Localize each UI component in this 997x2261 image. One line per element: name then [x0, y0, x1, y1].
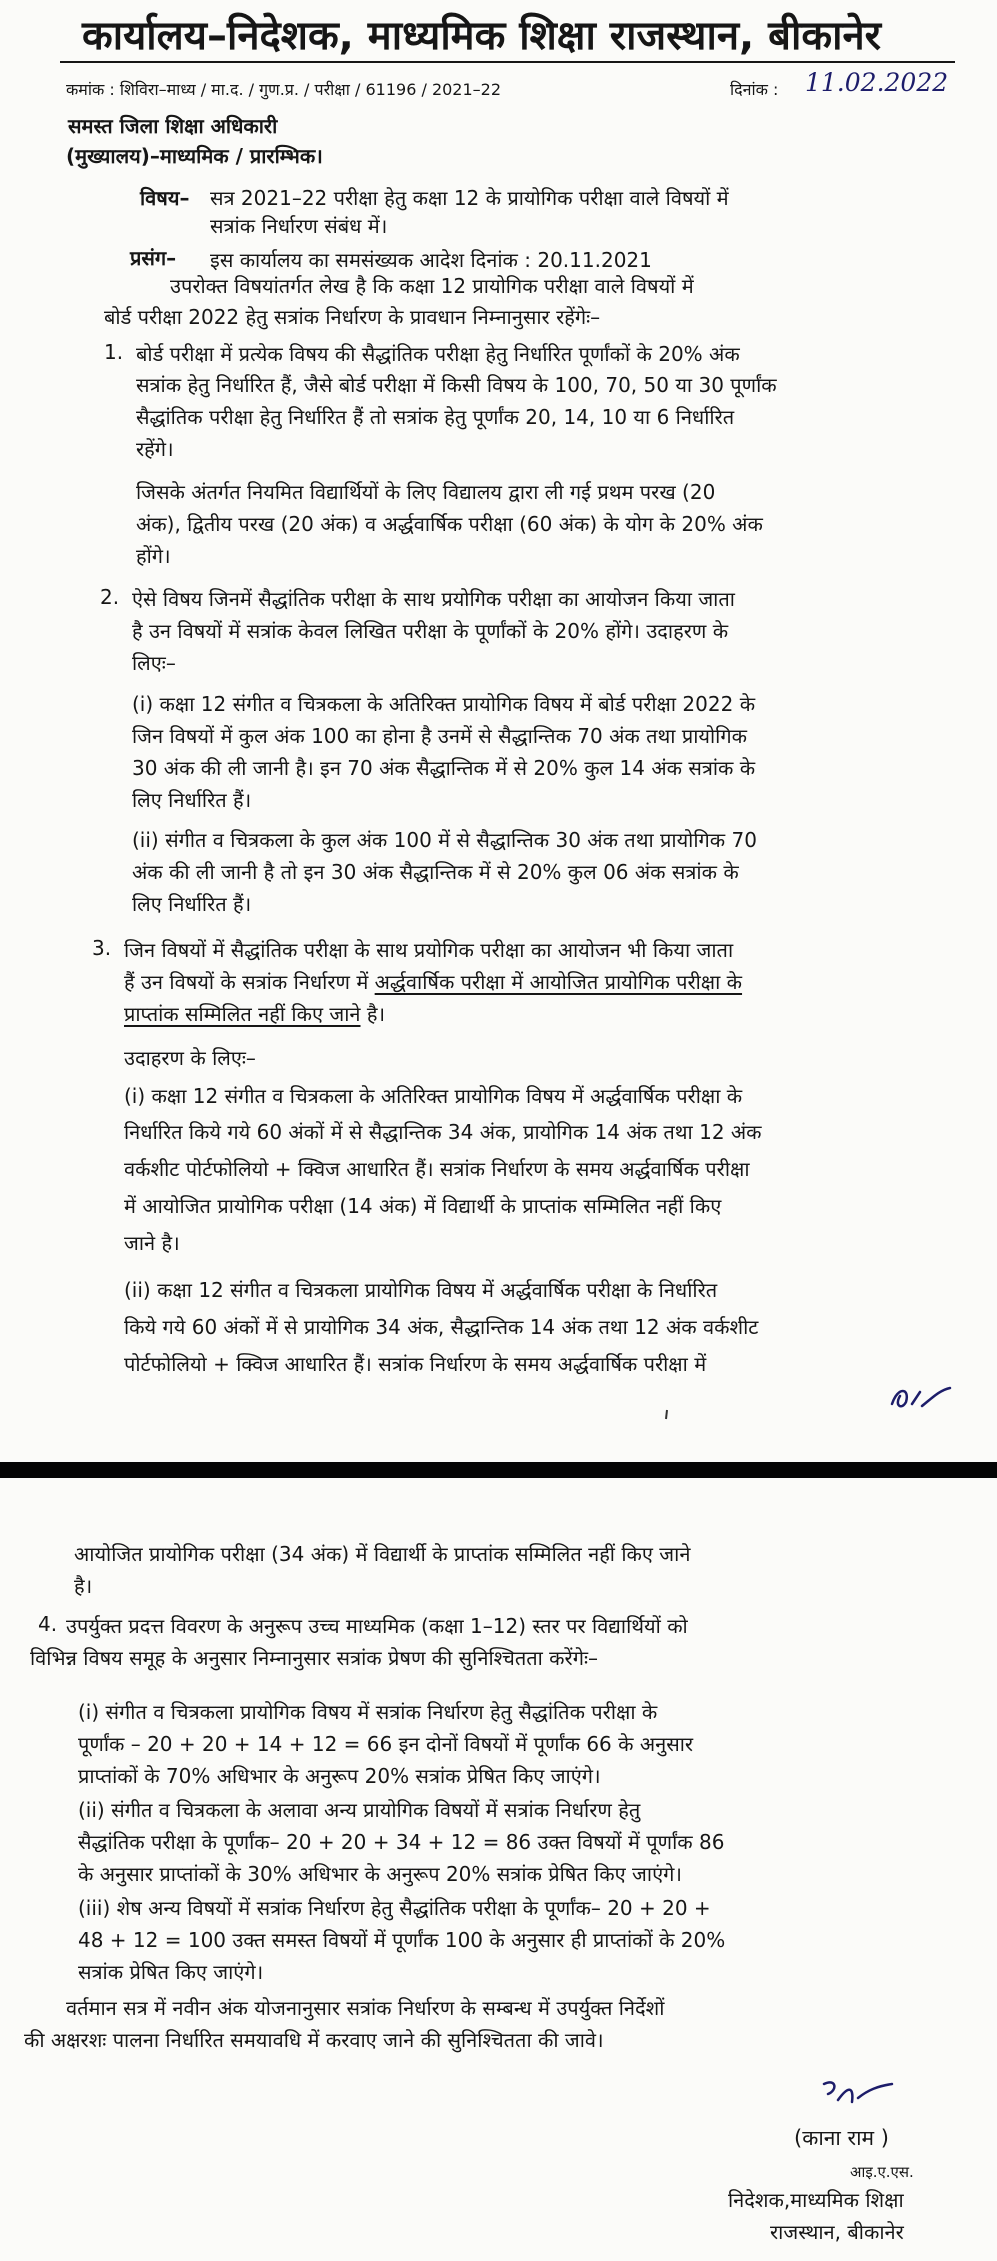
point-2-number: 2. — [100, 585, 120, 609]
point-4-iii-line: सत्रांक प्रेषित किए जाएंगे। — [78, 1960, 264, 1984]
point-2-ii-line: लिए निर्धारित हैं। — [132, 892, 252, 916]
initials-signature — [888, 1380, 958, 1416]
point-4-ii-line: सैद्धांतिक परीक्षा के पूर्णांक– 20 + 20 + 34 + 12 = 86 उक्त विषयों में पूर्णांक 86 — [78, 1830, 725, 1854]
signatory-title-line-1: निदेशक,माध्यमिक शिक्षा — [728, 2188, 904, 2212]
point-3-number: 3. — [92, 936, 112, 960]
point-1-line: रहेंगे। — [136, 437, 174, 461]
point-2-line: है उन विषयों में सत्रांक केवल लिखित परीक्षा के पूर्णांकों के 20% होंगे। उदाहरण के — [132, 619, 729, 643]
point-3-line-3-text: है। — [360, 1002, 386, 1026]
date-label: दिनांक : — [730, 80, 779, 99]
point-3-ii-line: (ii) कक्षा 12 संगीत व चित्रकला प्रायोगिक विषय में अर्द्धवार्षिक परीक्षा के निर्धारित — [124, 1278, 718, 1302]
point-3-underlined-text-2: प्राप्तांक सम्मिलित नहीं किए जाने — [124, 1002, 361, 1026]
point-1-para2-line: अंक), द्वितीय परख (20 अंक) व अर्द्धवार्षिक परीक्षा (60 अंक) के योग के 20% अंक — [136, 512, 763, 536]
subject-label: विषय– — [140, 186, 190, 210]
point-3-line-3 — [124, 1000, 385, 1027]
point-4-i-line: (i) संगीत व चित्रकला प्रायोगिक विषय में सत्रांक निर्धारण हेतु सैद्धांतिक परीक्षा के — [78, 1700, 658, 1724]
reference-number: कमांक : शिविरा–माध्य / मा.द. / गुण.प्र. / परीक्षा / 61196 / 2021–22 — [66, 80, 502, 99]
point-1-para2-line: होंगे। — [136, 544, 171, 568]
closing-line: की अक्षरशः पालना निर्धारित समयावधि में करवाए जाने की सुनिश्चितता की जावे। — [24, 2028, 604, 2052]
point-1-number: 1. — [104, 340, 124, 364]
intro-line-1: उपरोक्त विषयांतर्गत लेख है कि कक्षा 12 प्रायोगिक परीक्षा वाले विषयों में — [170, 274, 694, 298]
point-3-line-2 — [124, 968, 742, 995]
handwritten-date: 11.02.2022 — [805, 68, 949, 97]
office-title: कार्यालय–निदेशक, माध्यमिक शिक्षा राजस्थान, बीकानेर — [82, 13, 882, 59]
point-2-line: लिएः– — [132, 651, 176, 675]
signatory-title-line-2: राजस्थान, बीकानेर — [770, 2220, 904, 2244]
point-3-i-line: में आयोजित प्रायोगिक परीक्षा (14 अंक) में विद्यार्थी के प्राप्तांक सम्मिलित नहीं किए — [124, 1194, 722, 1218]
point-3-i-line: निर्धारित किये गये 60 अंकों में से सैद्धान्तिक 34 अंक, प्रायोगिक 14 अंक तथा 12 अंक — [124, 1120, 762, 1144]
point-3-i-line: (i) कक्षा 12 संगीत व चित्रकला के अतिरिक्त प्रायोगिक विषय में अर्द्धवार्षिक परीक्षा के — [124, 1084, 743, 1108]
director-signature — [818, 2076, 898, 2116]
addressee-line-1: समस्त जिला शिक्षा अधिकारी — [68, 114, 278, 138]
intro-line-2: बोर्ड परीक्षा 2022 हेतु सत्रांक निर्धारण के प्रावधान निम्नानुसार रहेंगेः– — [104, 305, 601, 329]
point-3-i-line: जाने है। — [124, 1231, 180, 1255]
point-1-line: सैद्धांतिक परीक्षा हेतु निर्धारित हैं तो सत्रांक हेतु पूर्णांक 20, 14, 10 या 6 निर्धारित — [136, 405, 735, 429]
point-4-line: विभिन्न विषय समूह के अनुसार निम्नानुसार सत्रांक प्रेषण की सुनिश्चितता करेंगेः– — [30, 1646, 599, 1670]
point-4-ii-line: के अनुसार प्राप्तांकों के 30% अधिभार के अनुरूप 20% सत्रांक प्रेषित किए जाएंगे। — [78, 1862, 682, 1886]
continued-line: आयोजित प्रायोगिक परीक्षा (34 अंक) में विद्यार्थी के प्राप्तांक सम्मिलित नहीं किए जाने — [74, 1542, 691, 1566]
point-4-number: 4. — [38, 1612, 58, 1636]
point-2-ii-line: (ii) संगीत व चित्रकला के कुल अंक 100 में से सैद्धान्तिक 30 अंक तथा प्रायोगिक 70 — [132, 828, 757, 852]
point-4-i-line: पूर्णांक – 20 + 20 + 14 + 12 = 66 इन दोनों विषयों में पूर्णांक 66 के अनुसार — [78, 1732, 694, 1756]
closing-line: वर्तमान सत्र में नवीन अंक योजनानुसार सत्रांक निर्धारण के सम्बन्ध में उपर्युक्त निर्देशों — [66, 1996, 665, 2020]
point-4-line: उपर्युक्त प्रदत्त विवरण के अनुरूप उच्च माध्यमिक (कक्षा 1–12) स्तर पर विद्यार्थियों को — [66, 1614, 688, 1638]
subject-line-1: सत्र 2021–22 परीक्षा हेतु कक्षा 12 के प्रायोगिक परीक्षा वाले विषयों में — [210, 186, 729, 210]
point-2-i-line: 30 अंक की ली जानी है। इन 70 अंक सैद्धान्तिक में से 20% कुल 14 अंक सत्रांक के — [132, 756, 756, 780]
signatory-name: (काना राम ) — [794, 2126, 889, 2150]
point-3-underlined-text: अर्द्धवार्षिक परीक्षा में आयोजित प्रायोगिक परीक्षा के — [374, 970, 743, 994]
signatory-designation: आइ.ए.एस. — [850, 2163, 914, 2181]
subject-line-2: सत्रांक निर्धारण संबंध में। — [210, 214, 388, 238]
continued-line: है। — [74, 1574, 93, 1598]
scan-speck — [664, 1410, 670, 1420]
title-underline — [60, 60, 960, 64]
point-2-i-line: जिन विषयों में कुल अंक 100 का होना है उनमें से सैद्धान्तिक 70 अंक तथा प्रायोगिक — [132, 724, 747, 748]
point-3-example-heading: उदाहरण के लिएः– — [124, 1046, 256, 1070]
point-2-i-line: (i) कक्षा 12 संगीत व चित्रकला के अतिरिक्त प्रायोगिक विषय में बोर्ड परीक्षा 2022 के — [132, 692, 756, 716]
point-4-iii-line: 48 + 12 = 100 उक्त समस्त विषयों में पूर्णांक 100 के अनुसार ही प्राप्तांकों के 20% — [78, 1928, 726, 1952]
point-1-line: बोर्ड परीक्षा में प्रत्येक विषय की सैद्धांतिक परीक्षा हेतु निर्धारित पूर्णांकों के 20% अंक — [136, 342, 740, 366]
point-4-ii-line: (ii) संगीत व चित्रकला के अलावा अन्य प्रायोगिक विषयों में सत्रांक निर्धारण हेतु — [78, 1798, 641, 1822]
point-2-line: ऐसे विषय जिनमें सैद्धांतिक परीक्षा के साथ प्रयोगिक परीक्षा का आयोजन किया जाता — [132, 587, 735, 611]
point-4-i-line: प्राप्तांकों के 70% अधिभार के अनुरूप 20% सत्रांक प्रेषित किए जाएंगे। — [78, 1764, 601, 1788]
point-4-iii-line: (iii) शेष अन्य विषयों में सत्रांक निर्धारण हेतु सैद्धांतिक परीक्षा के पूर्णांक– 20 + 20 + — [78, 1896, 711, 1920]
point-3-ii-line: किये गये 60 अंकों में से प्रायोगिक 34 अंक, सैद्धान्तिक 14 अंक तथा 12 अंक वर्कशीट — [124, 1315, 759, 1339]
point-3-i-line: वर्कशीट पोर्टफोलियो + क्विज आधारित हैं। सत्रांक निर्धारण के समय अर्द्धवार्षिक परीक्षा — [124, 1157, 750, 1181]
point-2-i-line: लिए निर्धारित हैं। — [132, 788, 252, 812]
point-3-line-1: जिन विषयों में सैद्धांतिक परीक्षा के साथ प्रयोगिक परीक्षा का आयोजन भी किया जाता — [124, 938, 734, 962]
reference-label: प्रसंग– — [130, 246, 177, 270]
reference-text: इस कार्यालय का समसंख्यक आदेश दिनांक : 20.11.2021 — [210, 248, 652, 272]
point-1-para2-line: जिसके अंतर्गत नियमित विद्यार्थियों के लिए विद्यालय द्वारा ली गई प्रथम परख (20 — [136, 480, 716, 504]
addressee-line-2: (मुख्यालय)–माध्यमिक / प्रारम्भिक। — [66, 144, 323, 168]
point-3-ii-line: पोर्टफोलियो + क्विज आधारित हैं। सत्रांक निर्धारण के समय अर्द्धवार्षिक परीक्षा में — [124, 1352, 707, 1376]
letter-page-2 — [0, 1478, 997, 2261]
point-1-line: सत्रांक हेतु निर्धारित हैं, जैसे बोर्ड परीक्षा में किसी विषय के 100, 70, 50 या 30 पूर्णांक — [136, 373, 777, 397]
point-3-line-2-text: हैं उन विषयों के सत्रांक निर्धारण में — [124, 970, 375, 994]
point-2-ii-line: अंक की ली जानी है तो इन 30 अंक सैद्धान्तिक में से 20% कुल 06 अंक सत्रांक के — [132, 860, 739, 884]
page-separator — [0, 1462, 997, 1478]
